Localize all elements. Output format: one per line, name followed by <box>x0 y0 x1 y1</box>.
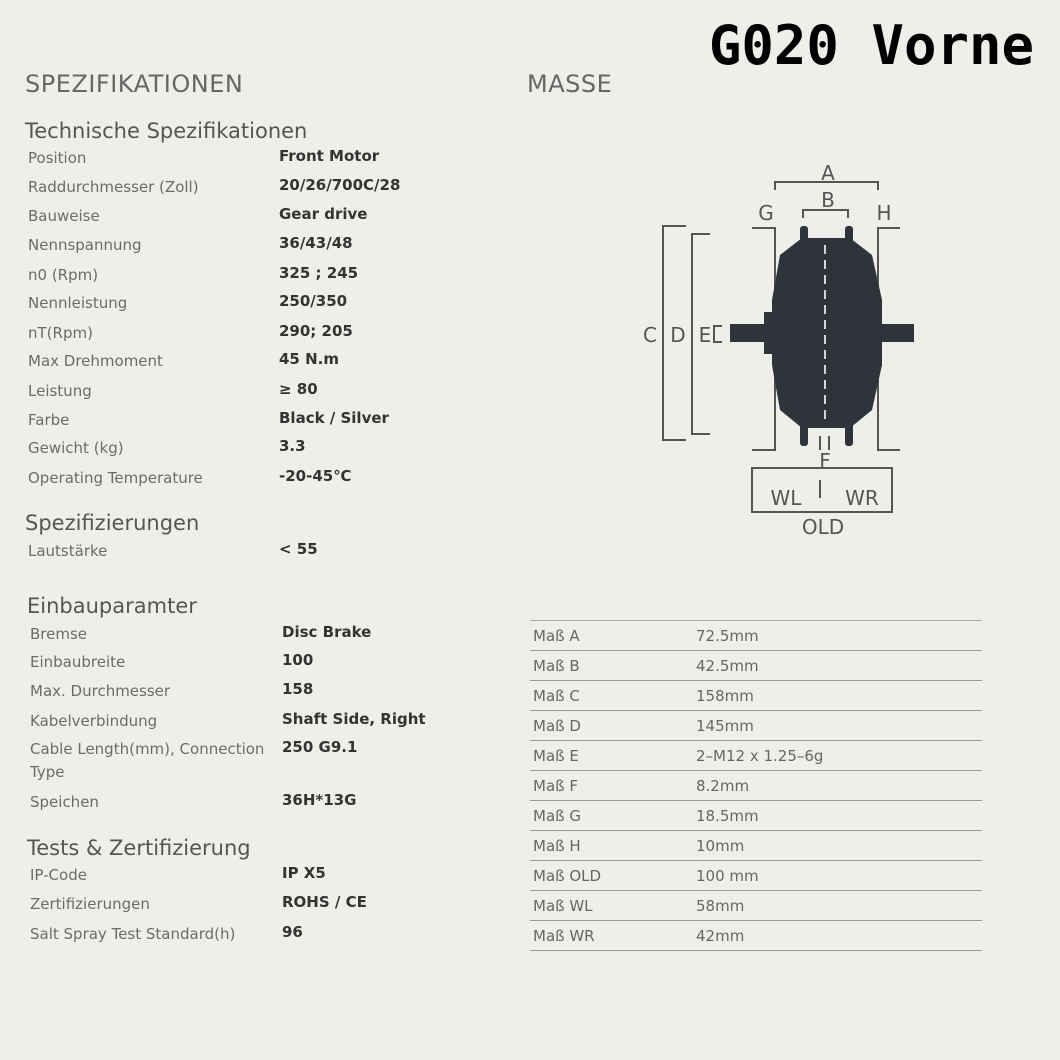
diagram-label-g: G <box>758 201 774 225</box>
dimension-value: 10mm <box>696 837 745 855</box>
spec-value: 36/43/48 <box>279 234 353 252</box>
spec-label: Raddurchmesser (Zoll) <box>28 178 199 196</box>
spec-label: Cable Length(mm), Connection Type <box>30 740 265 781</box>
spec-value: 325 ; 245 <box>279 264 359 282</box>
dimension-key: Maß C <box>533 687 580 705</box>
spec-label: Nennspannung <box>28 236 142 254</box>
diagram-label-h: H <box>876 201 892 225</box>
spec-value: 20/26/700C/28 <box>279 176 401 194</box>
spec-label: Lautstärke <box>28 542 108 560</box>
spec-label: Position <box>28 149 87 167</box>
spec-value: Gear drive <box>279 205 368 223</box>
table-row <box>530 831 982 861</box>
dimension-key: Maß F <box>533 777 578 795</box>
dimension-value: 42.5mm <box>696 657 759 675</box>
diagram-label-e: E <box>698 323 712 347</box>
dimension-key: Maß WL <box>533 897 593 915</box>
spec-label: Einbaubreite <box>30 653 126 671</box>
spec-label: Salt Spray Test Standard(h) <box>30 925 236 943</box>
dimension-key: Maß A <box>533 627 580 645</box>
spec-value: Black / Silver <box>279 409 389 427</box>
spec-label: Farbe <box>28 411 70 429</box>
dimension-value: 72.5mm <box>696 627 759 645</box>
diagram-label-wr: WR <box>845 486 879 510</box>
dimensions-table <box>530 620 982 951</box>
diagram-label-old: OLD <box>801 515 845 539</box>
spec-value: ≥ 80 <box>279 380 318 398</box>
spec-value: < 55 <box>279 540 318 558</box>
spec-label: Nennleistung <box>28 294 128 312</box>
spec-label: Kabelverbindung <box>30 712 158 730</box>
spec-label: Leistung <box>28 382 92 400</box>
dimension-key: Maß B <box>533 657 580 675</box>
spec-label: Gewicht (kg) <box>28 439 124 457</box>
dimension-key: Maß E <box>533 747 579 765</box>
spec-value: 100 <box>282 651 314 669</box>
spec-value: 96 <box>282 923 303 941</box>
spec-value: Shaft Side, Right <box>282 710 426 728</box>
product-badge: G020 Vorne <box>708 14 1034 77</box>
table-row <box>530 711 982 741</box>
spec-label: Zertifizierungen <box>30 895 150 913</box>
table-row <box>530 801 982 831</box>
spec-value: 45 N.m <box>279 350 339 368</box>
table-row <box>530 741 982 771</box>
table-row <box>530 651 982 681</box>
table-row <box>530 891 982 921</box>
table-row <box>530 921 982 951</box>
spec-label: Speichen <box>30 793 99 811</box>
section-title-tests: Tests & Zertifizierung <box>27 836 251 860</box>
spec-label: Max. Durchmesser <box>30 682 171 700</box>
dimension-value: 8.2mm <box>696 777 750 795</box>
dimensions-heading: MASSE <box>527 70 613 98</box>
spec-label: IP-Code <box>30 866 87 884</box>
spec-value: Front Motor <box>279 147 380 165</box>
dimension-value: 100 mm <box>696 867 759 885</box>
diagram-label-b: B <box>821 188 835 212</box>
diagram-label-a: A <box>821 161 835 185</box>
spec-label: nT(Rpm) <box>28 324 93 342</box>
spec-value: IP X5 <box>282 864 326 882</box>
table-row <box>530 861 982 891</box>
section-title-specifications: Spezifizierungen <box>25 511 200 535</box>
section-title-installation: Einbauparamter <box>27 594 197 618</box>
dimension-value: 145mm <box>696 717 754 735</box>
spec-value: 250 G9.1 <box>282 738 358 756</box>
dimension-value: 18.5mm <box>696 807 759 825</box>
dimension-key: Maß H <box>533 837 581 855</box>
spec-label: n0 (Rpm) <box>28 266 99 284</box>
dimension-value: 158mm <box>696 687 754 705</box>
spec-label: Max Drehmoment <box>28 352 163 370</box>
spec-value: 290; 205 <box>279 322 353 340</box>
spec-value: 158 <box>282 680 314 698</box>
dimension-key: Maß WR <box>533 927 595 945</box>
table-row <box>530 771 982 801</box>
dimension-value: 42mm <box>696 927 745 945</box>
diagram-label-f: F <box>819 449 831 473</box>
spec-label: Bremse <box>30 625 88 643</box>
diagram-label-d: D <box>670 323 686 347</box>
dimension-key: Maß G <box>533 807 581 825</box>
dimension-value: 58mm <box>696 897 745 915</box>
spec-label: Bauweise <box>28 207 100 225</box>
diagram-label-wl: WL <box>770 486 802 510</box>
specifications-heading: SPEZIFIKATIONEN <box>25 70 244 98</box>
table-row <box>530 621 982 651</box>
spec-value: -20-45℃ <box>279 467 352 485</box>
spec-value: ROHS / CE <box>282 893 367 911</box>
dimension-key: Maß D <box>533 717 581 735</box>
hub-motor-diagram <box>630 150 930 550</box>
spec-value: Disc Brake <box>282 623 372 641</box>
section-title-technical: Technische Spezifikationen <box>25 119 308 143</box>
diagram-label-c: C <box>643 323 657 347</box>
spec-label: Operating Temperature <box>28 469 203 487</box>
spec-value: 250/350 <box>279 292 348 310</box>
spec-value: 3.3 <box>279 437 306 455</box>
table-row <box>530 681 982 711</box>
spec-value: 36H*13G <box>282 791 357 809</box>
dimension-key: Maß OLD <box>533 867 602 885</box>
dimension-value: 2–M12 x 1.25–6g <box>696 747 824 765</box>
